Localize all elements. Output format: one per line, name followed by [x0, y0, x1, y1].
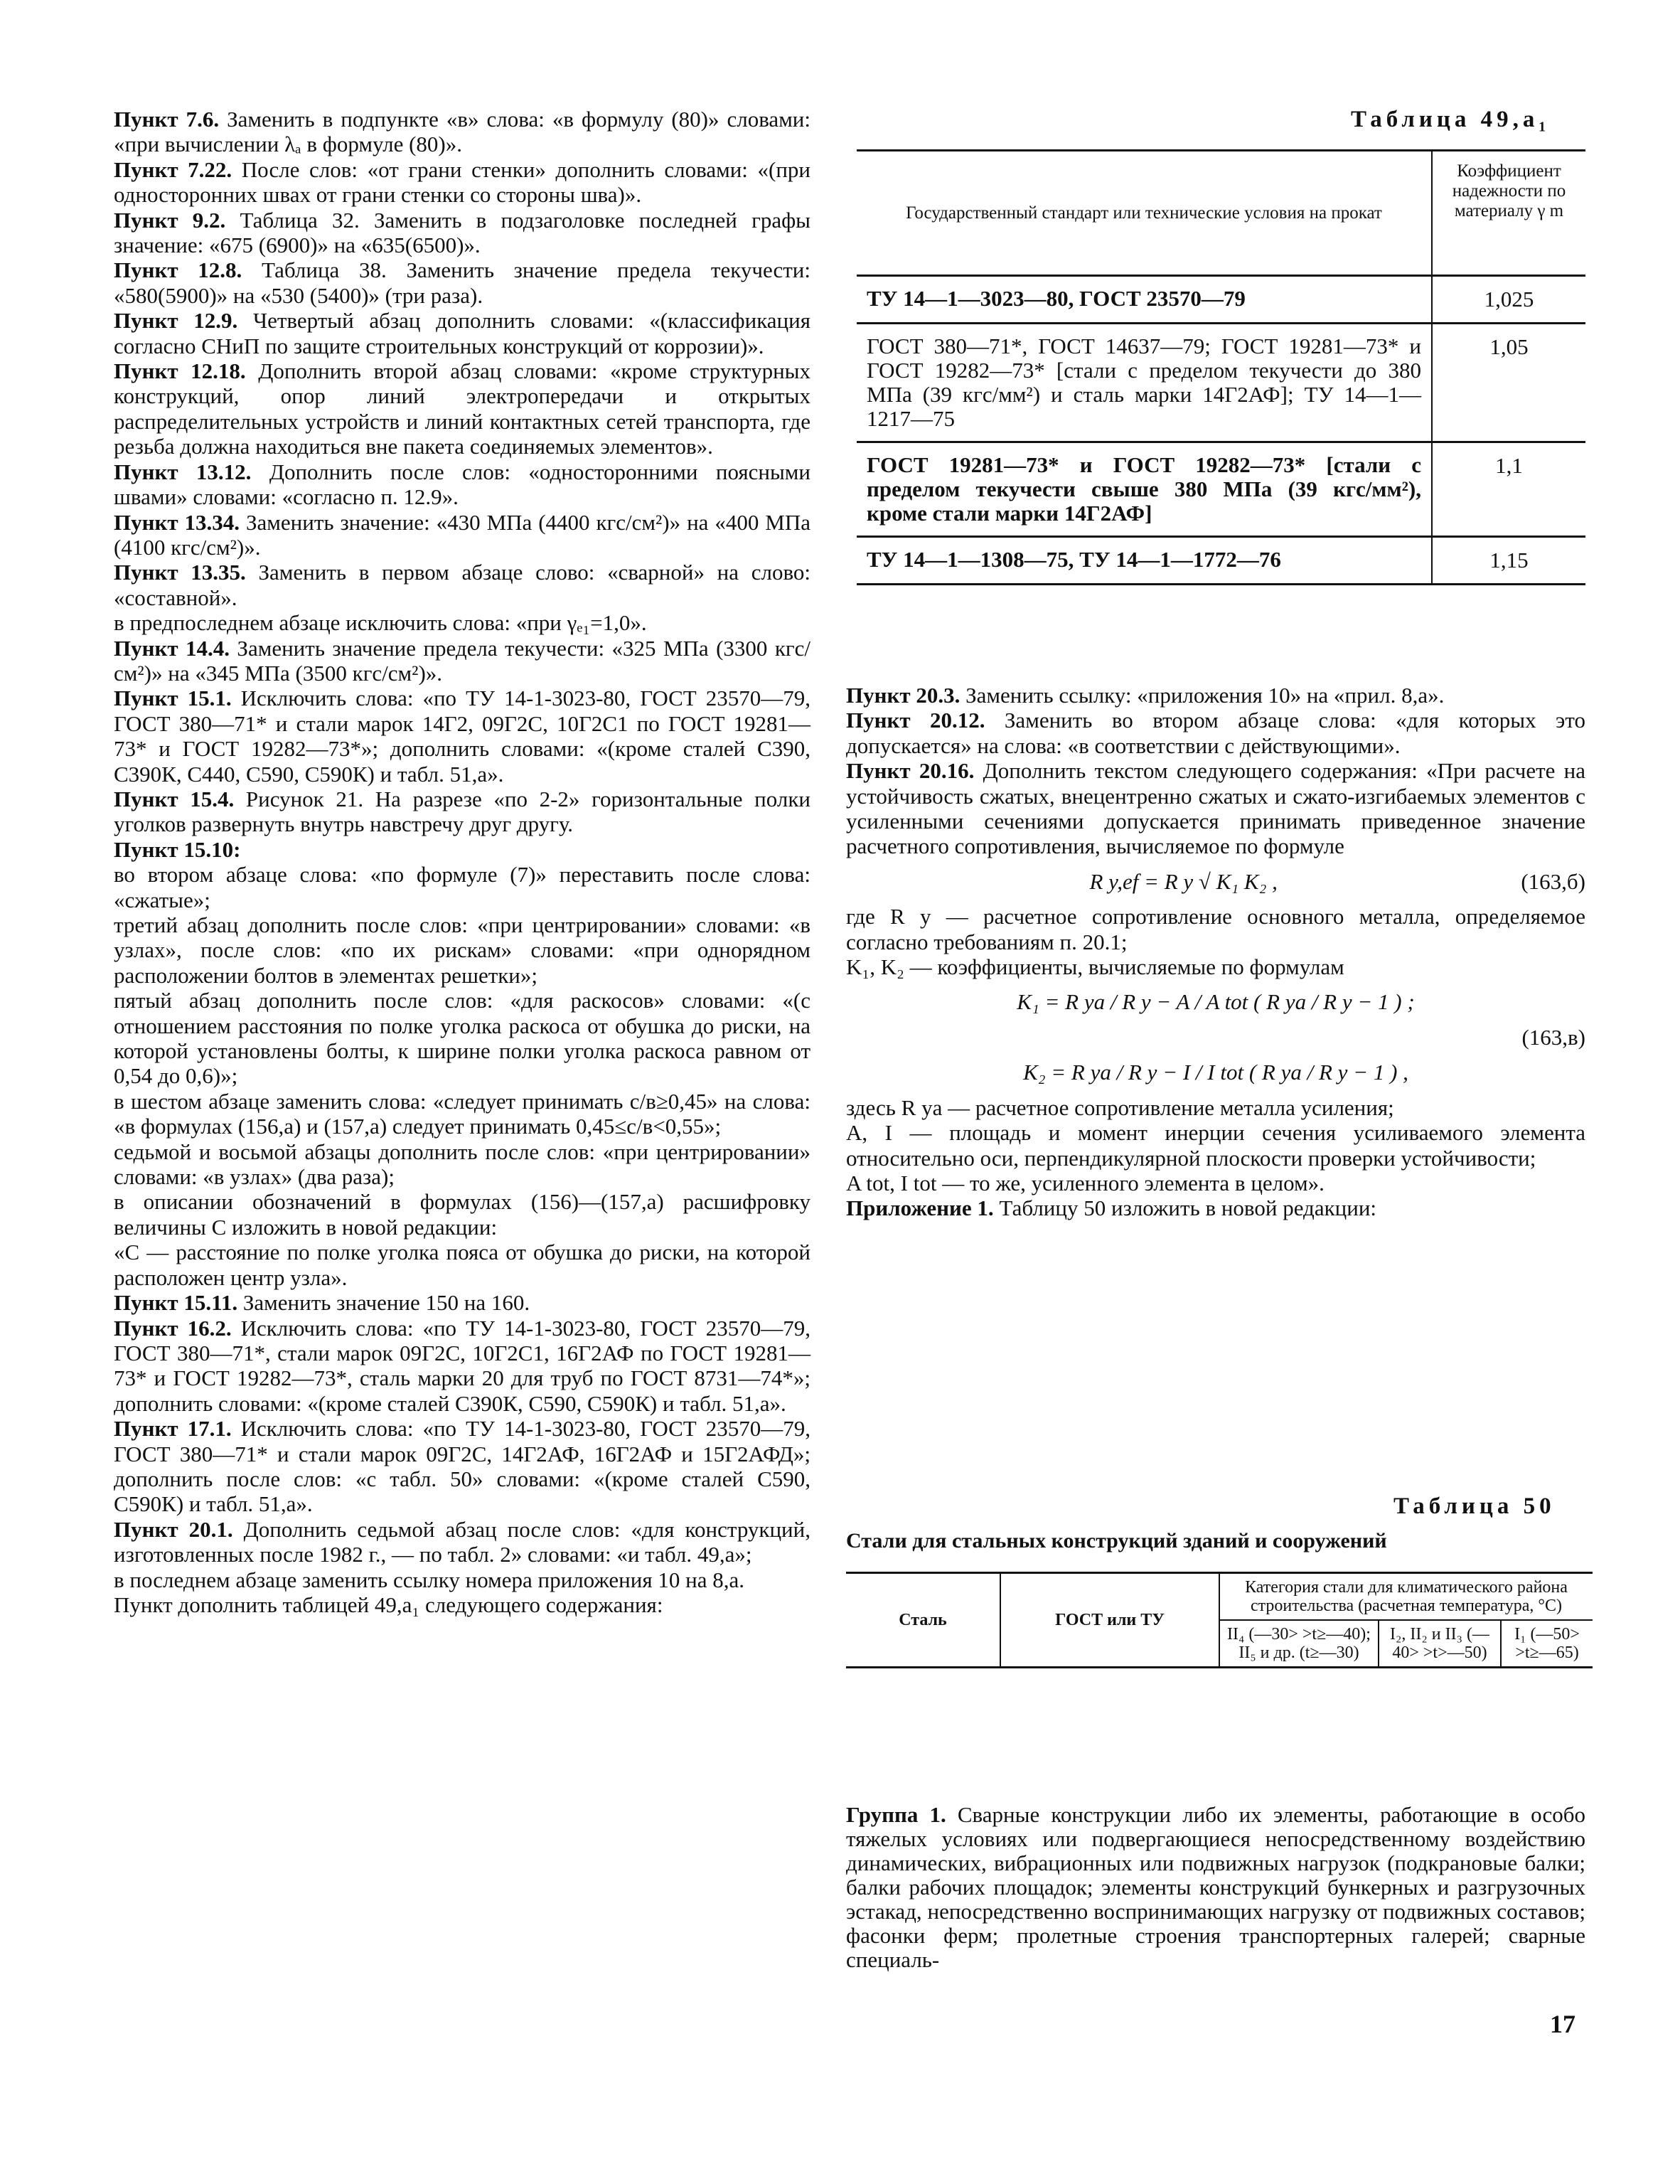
paragraph-label: Пункт 9.2. [114, 207, 226, 233]
paragraph: K₁, K₂ — коэффициенты, вычисляемые по формулам [846, 954, 1344, 980]
group-1-paragraph [846, 1803, 1585, 1972]
coef-cell: 1,15 [1432, 537, 1585, 585]
paragraph-text: Заменить в первом абзаце слово: «сварной» на слово: «составной». [114, 560, 810, 610]
paragraph-label: Пункт 12.18. [114, 358, 246, 384]
paragraph [114, 459, 810, 510]
paragraph [114, 787, 810, 837]
paragraph-label: Пункт 7.22. [114, 156, 232, 182]
table-50 [846, 1572, 1593, 1668]
paragraph-text: Заменить значение 150 на 160. [242, 1290, 530, 1316]
standard-cell: ТУ 14—1—3023—80, ГОСТ 23570—79 [857, 276, 1432, 324]
paragraph-text: Исключить слова: «по ТУ 14-1-3023-80, ГОСТ 23570—79, ГОСТ 380—71*, стали марок 09Г2С, 10Г2С1, 16Г2АФ по ГОСТ 19281—73* и ГОСТ 19282—73*, сталь марки 20 для труб по ГОСТ 8731—74*»; дополнить словами: «(кроме сталей С390К, С590, С590К) и табл. 51,а». [114, 1315, 810, 1416]
paragraph-label: Пункт 20.16. [846, 758, 975, 784]
paragraph [114, 308, 810, 358]
table-header-row [857, 151, 1585, 276]
paragraph-label: Пункт 15.1. [114, 686, 232, 711]
paragraph [114, 686, 810, 787]
paragraph [114, 1189, 810, 1240]
paragraph [846, 1195, 1585, 1220]
paragraph-label: Пункт 15.11. [114, 1290, 238, 1316]
paragraph-text: в описании обозначений в формулах (156)—(157,а) расшифровку величины С изложить в новой редакции: [114, 1189, 810, 1240]
paragraph-text: Таблица 38. Заменить значение предела текучести: «580(5900)» на «530 (5400)» (три раза). [114, 257, 810, 308]
formula-text: R y,ef = R y √ K₁ K₂ , [1089, 868, 1278, 894]
paragraph [114, 560, 810, 610]
paragraph-label: Группа 1. [846, 1802, 946, 1827]
paragraph [114, 1089, 810, 1139]
paragraph [114, 1592, 810, 1617]
paragraph-label: Пункт 14.4. [114, 635, 230, 661]
paragraph-label: Пункт 13.34. [114, 509, 240, 535]
paragraph [846, 683, 1585, 708]
formula-text: K₂ = R ya / R y − I / I tot ( R ya / R y − 1 ) , [1023, 1060, 1408, 1085]
paragraph-text: Дополнить текстом следующего содержания: «При расчете на устойчивость сжатых, внецентренно сжатых и сжато-изгибаемых элементов с усиленными сечениями допускается принимать приведенное значение расчетного сопротивления, вычисляемое по формуле [846, 758, 1586, 859]
header-steel: Сталь [846, 1573, 1000, 1668]
paragraph-text: После слов: «от грани стенки» дополнить словами: «(при односторонних швах от грани стенки со стороны шва)». [114, 156, 811, 208]
table-50-title: Стали для стальных конструкций зданий и сооружений [846, 1529, 1387, 1552]
standard-cell: ГОСТ 380—71*, ГОСТ 14637—79; ГОСТ 19281—73* и ГОСТ 19282—73* [стали с пределом текучести до 380 МПа (39 кгс/мм²) и сталь марки 14Г2АФ]; ТУ 14—1—1217—75 [857, 324, 1432, 442]
header-sub-3: I₁ (—50> >t≥—65) [1501, 1620, 1593, 1668]
paragraph [114, 257, 810, 308]
paragraph-text: Пункт дополнить таблицей 49,а₁ следующего содержания: [114, 1592, 663, 1617]
paragraph [114, 837, 810, 862]
paragraph [114, 157, 810, 208]
table-row [857, 324, 1585, 442]
paragraph-text: Сварные конструкции либо их элементы, работающие в особо тяжелых условиях или подвергающиеся непосредственному воздействию динамических, вибрационных или подвижных нагрузок (подкрановые балки; балки рабочих площадок; элементы конструкций бункерных и разгрузочных эстакад, непосредственно воспринимающих нагрузку от подвижных составов; фасонки ферм; пролетные строения транспортерных галерей; сварные специаль- [846, 1802, 1585, 1972]
page-number: 17 [1550, 2010, 1575, 2038]
paragraph-label: Пункт 12.8. [114, 257, 242, 283]
paragraph-text: третий абзац дополнить после слов: «при центрировании» словами: «в узлах», после слов: «по их рискам» словами: «при однорядном расположении болтов в элементах решетки»; [114, 912, 810, 988]
paragraph-text: в шестом абзаце заменить слова: «следует принимать c/в≥0,45» на слова: «в формулах (156,а) и (157,а) следует принимать 0,45≤c/в<0,55»; [114, 1088, 810, 1139]
paragraph-text: пятый абзац дополнить после слов: «для раскосов» словами: «(с отношением расстояния по полке уголка раскоса от обушка до риски, на которой установлены болты, к ширине полки уголка раскоса равном от 0,54 до 0,6)»; [114, 988, 810, 1089]
header-gost: ГОСТ или ТУ [1000, 1573, 1219, 1668]
table-header-row [846, 1573, 1593, 1621]
paragraph-text: «С — расстояние по полке уголка пояса от обушка до риски, на которой расположен центр узла». [114, 1240, 810, 1290]
paragraph [846, 758, 1585, 859]
paragraph-label: Пункт 12.9. [114, 308, 238, 334]
table-row [857, 442, 1585, 537]
paragraph [114, 862, 810, 912]
paragraph [114, 510, 810, 560]
paragraph-text: Исключить слова: «по ТУ 14-1-3023-80, ГОСТ 23570—79, ГОСТ 380—71* и стали марок 09Г2С, 14Г2АФ, 16Г2АФ и 15Г2АФД»; дополнить после слов: «с табл. 50» словами: «(кроме сталей С590, С590К) и табл. 51,а». [114, 1416, 810, 1517]
paragraph-text: Заменить ссылку: «приложения 10» на «прил. 8,а». [965, 683, 1445, 708]
paragraph-label: Пункт 20.3. [846, 683, 961, 708]
paragraph [114, 1139, 810, 1190]
right-column [846, 683, 1585, 1221]
table-row [857, 537, 1585, 585]
standard-cell: ГОСТ 19281—73* и ГОСТ 19282—73* [стали с пределом текучести свыше 380 МПа (39 кгс/мм²), кроме стали марки 14Г2АФ] [857, 442, 1432, 537]
header-sub-1: II₄ (—30> >t≥—40); II₅ и др. (t≥—30) [1219, 1620, 1379, 1668]
coef-cell: 1,1 [1432, 442, 1585, 537]
paragraph-text: Четвертый абзац дополнить словами: «(классификация согласно СНиП по защите строительных конструкций от коррозии)». [114, 308, 810, 358]
table-50-caption: Таблица 50 [1393, 1493, 1556, 1519]
header-sub-2: I₂, II₂ и II₃ (—40> >t>—50) [1379, 1620, 1501, 1668]
paragraph [114, 912, 810, 988]
paragraph [114, 1567, 810, 1592]
paragraph [114, 1240, 810, 1290]
paragraph-text: Рисунок 21. На разрезе «по 2-2» горизонтальные полки уголков развернуть внутрь навстречу друг другу. [114, 786, 810, 837]
table-row [857, 276, 1585, 324]
paragraph [114, 358, 810, 459]
paragraph-label: Пункт 16.2. [114, 1315, 232, 1341]
paragraph: здесь R ya — расчетное сопротивление металла усиления; [846, 1094, 1394, 1120]
formula-text: K₁ = R ya / R y − A / A tot ( R ya / R y − 1 ) ; [1017, 989, 1415, 1015]
paragraph-text: Заменить значение предела текучести: «325 МПа (3300 кгс/см²)» на «345 МПа (3500 кгс/см²)». [114, 635, 810, 686]
coef-cell: 1,05 [1432, 324, 1585, 442]
paragraph-label: Пункт 13.35. [114, 560, 246, 585]
table-49a1 [857, 149, 1585, 585]
paragraph-text: Дополнить второй абзац словами: «кроме структурных конструкций, опор линий электропередачи и открытых распределительных устройств и линий контактных сетей транспорта, где резьба должна находиться вне пакета соединяемых элементов». [114, 358, 810, 459]
paragraph-text: седьмой и восьмой абзацы дополнить после слов: «при центрировании» словами: «в узлах» (два раза); [114, 1139, 810, 1190]
formula-163v-number [846, 1025, 1585, 1050]
paragraph [114, 1517, 810, 1567]
paragraph: где R y — расчетное сопротивление основного металла, определяемое согласно требованиям п. 20.1; [846, 904, 1585, 954]
paragraph-text: Таблица 32. Заменить в подзаголовке последней графы значение: «675 (6900)» на «635(6500)». [114, 207, 810, 258]
table-49a1-caption: Таблица 49,а₁ [1351, 107, 1551, 132]
formula-number: (163,в) [1521, 1024, 1585, 1050]
paragraph-label: Пункт 15.10: [114, 836, 241, 862]
paragraph-label: Пункт 7.6. [114, 107, 220, 132]
formula-number: (163,б) [1521, 868, 1585, 894]
paragraph-text: Дополнить седьмой абзац после слов: «для конструкций, изготовленных после 1982 г., — по табл. 2» словами: «и табл. 49,а»; [114, 1516, 810, 1567]
paragraph [114, 636, 810, 686]
formula-k2 [846, 1060, 1585, 1085]
paragraph-text: Заменить значение: «430 МПа (4400 кгс/см²)» на «400 МПа (4100 кгс/см²)». [114, 509, 811, 560]
paragraph: A tot, I tot — то же, усиленного элемента в целом». [846, 1170, 1325, 1195]
paragraph [114, 107, 810, 157]
paragraph [846, 708, 1585, 758]
paragraph-text: Исключить слова: «по ТУ 14-1-3023-80, ГОСТ 23570—79, ГОСТ 380—71* и стали марок 14Г2, 09Г2С, 10Г2С1 по ГОСТ 19281—73* и ГОСТ 19282—73*»; дополнить словами: «(кроме сталей С390, С390К, С440, С590, С590К) и табл. 51,а». [114, 686, 810, 787]
paragraph [114, 988, 810, 1089]
paragraph-text: во втором абзаце слова: «по формуле (7)» переставить после слова: «сжатые»; [114, 862, 810, 912]
paragraph-text: в предпоследнем абзаце исключить слова: «при γₑ₁=1,0». [114, 610, 647, 636]
header-category: Категория стали для климатического района строительства (расчетная температура, °С) [1219, 1573, 1593, 1621]
paragraph-label: Пункт 15.4. [114, 786, 235, 811]
paragraph-label: Пункт 20.12. [846, 708, 985, 733]
paragraph-text: в последнем абзаце заменить ссылку номера приложения 10 на 8,а. [114, 1567, 744, 1592]
paragraph [114, 610, 810, 635]
header-standard: Государственный стандарт или технические условия на прокат [857, 151, 1432, 276]
paragraph-label: Пункт 17.1. [114, 1416, 232, 1442]
paragraph [114, 208, 810, 258]
header-coefficient: Коэффициент надежности по материалу γ m [1432, 151, 1585, 276]
paragraph-label: Приложение 1. [846, 1195, 994, 1221]
paragraph-label: Пункт 20.1. [114, 1516, 233, 1542]
paragraph [114, 1316, 810, 1417]
paragraph-text: Дополнить после слов: «односторонними поясными швами» словами: «согласно п. 12.9». [114, 459, 811, 510]
formula-163b [846, 869, 1585, 894]
paragraph-label: Пункт 13.12. [114, 459, 252, 484]
paragraph-text: Таблицу 50 изложить в новой редакции: [999, 1195, 1377, 1221]
paragraph-text: Заменить во втором абзаце слова: «для которых это допускается» на слова: «в соответствии с действующими». [846, 708, 1585, 758]
paragraph: A, I — площадь и момент инерции сечения усиливаемого элемента относительно оси, перпендикулярной плоскости проверки устойчивости; [846, 1120, 1585, 1171]
coef-cell: 1,025 [1432, 276, 1585, 324]
paragraph-text: Заменить в подпункте «в» слова: «в формулу (80)» словами: «при вычислении λₐ в формуле (80)». [114, 107, 811, 157]
paragraph [114, 1416, 810, 1517]
standard-cell: ТУ 14—1—1308—75, ТУ 14—1—1772—76 [857, 537, 1432, 585]
left-column [114, 107, 810, 1617]
formula-k1 [846, 989, 1585, 1014]
paragraph [114, 1290, 810, 1315]
